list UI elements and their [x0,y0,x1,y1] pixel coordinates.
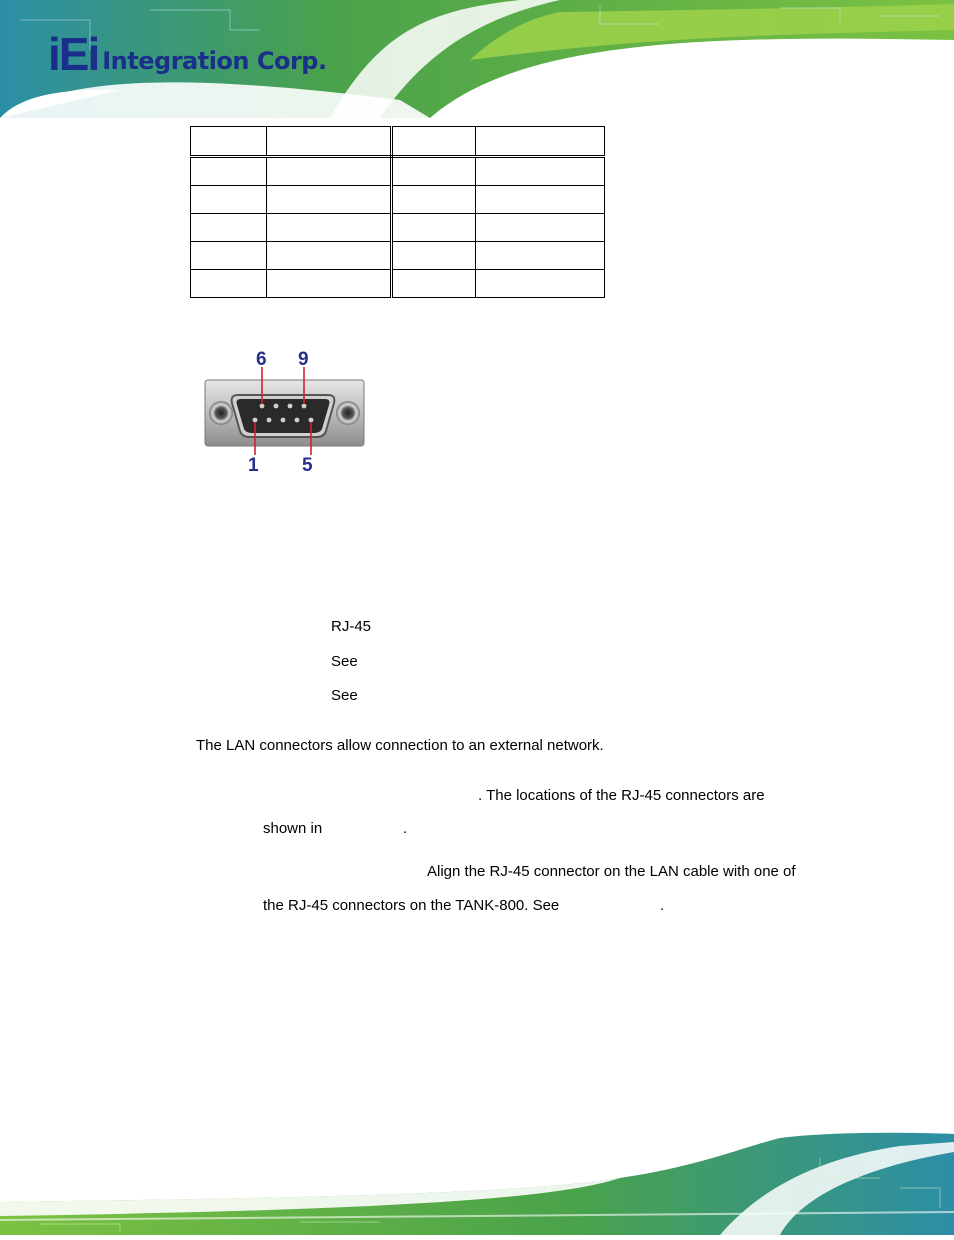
pin-label-1: 1 [248,455,259,476]
screw-right [336,401,360,425]
table-cell [392,186,476,214]
db9-connector-figure [198,345,370,480]
page-footer [0,1128,954,1235]
step1-text-line1: . The locations of the RJ-45 connectors are [478,787,765,804]
table-cell [191,127,267,157]
connector-type-value: RJ-45 [331,618,372,635]
table-cell [392,157,476,186]
table-cell [267,127,392,157]
table-row [191,157,605,186]
table-cell [476,157,605,186]
table-cell [267,186,392,214]
table-cell [476,214,605,242]
step1-text-line2-end: . [403,820,408,837]
table-cell [392,214,476,242]
table-cell [191,186,267,214]
footer-banner [0,1128,954,1235]
table-cell [191,157,267,186]
table-cell [267,214,392,242]
screw-left [209,401,233,425]
table-cell [267,242,392,270]
db9-connector-image [198,345,370,480]
table-cell [476,127,605,157]
see-reference-1: See [331,653,358,670]
table-cell [191,270,267,298]
table-cell [392,242,476,270]
pin-label-6: 6 [256,349,267,370]
table-cell [267,270,392,298]
table-row [191,242,605,270]
pinout-table [190,126,605,298]
table-row [191,214,605,242]
step1-text-line2: shown in [263,820,323,837]
logo-mark: iEi [48,28,99,80]
table-cell [191,242,267,270]
table-cell [476,242,605,270]
intro-paragraph: The LAN connectors allow connection to an external network. [196,737,604,754]
logo-text: Integration Corp. [102,47,327,75]
step2-text-line2-end: . [660,897,665,914]
table-cell [476,186,605,214]
see-reference-2: See [331,687,358,704]
table-header-row [191,127,605,157]
table-cell [392,270,476,298]
table-cell [476,270,605,298]
step2-text-line1: Align the RJ-45 connector on the LAN cable with one of [427,863,796,880]
table-row [191,186,605,214]
table-cell [267,157,392,186]
company-logo [48,28,327,80]
pin-label-9: 9 [298,349,309,370]
table-cell [191,214,267,242]
page-header [0,0,954,118]
table-row [191,270,605,298]
pin-label-5: 5 [302,455,313,476]
table-cell [392,127,476,157]
step2-text-line2: the RJ-45 connectors on the TANK-800. See [263,897,560,914]
